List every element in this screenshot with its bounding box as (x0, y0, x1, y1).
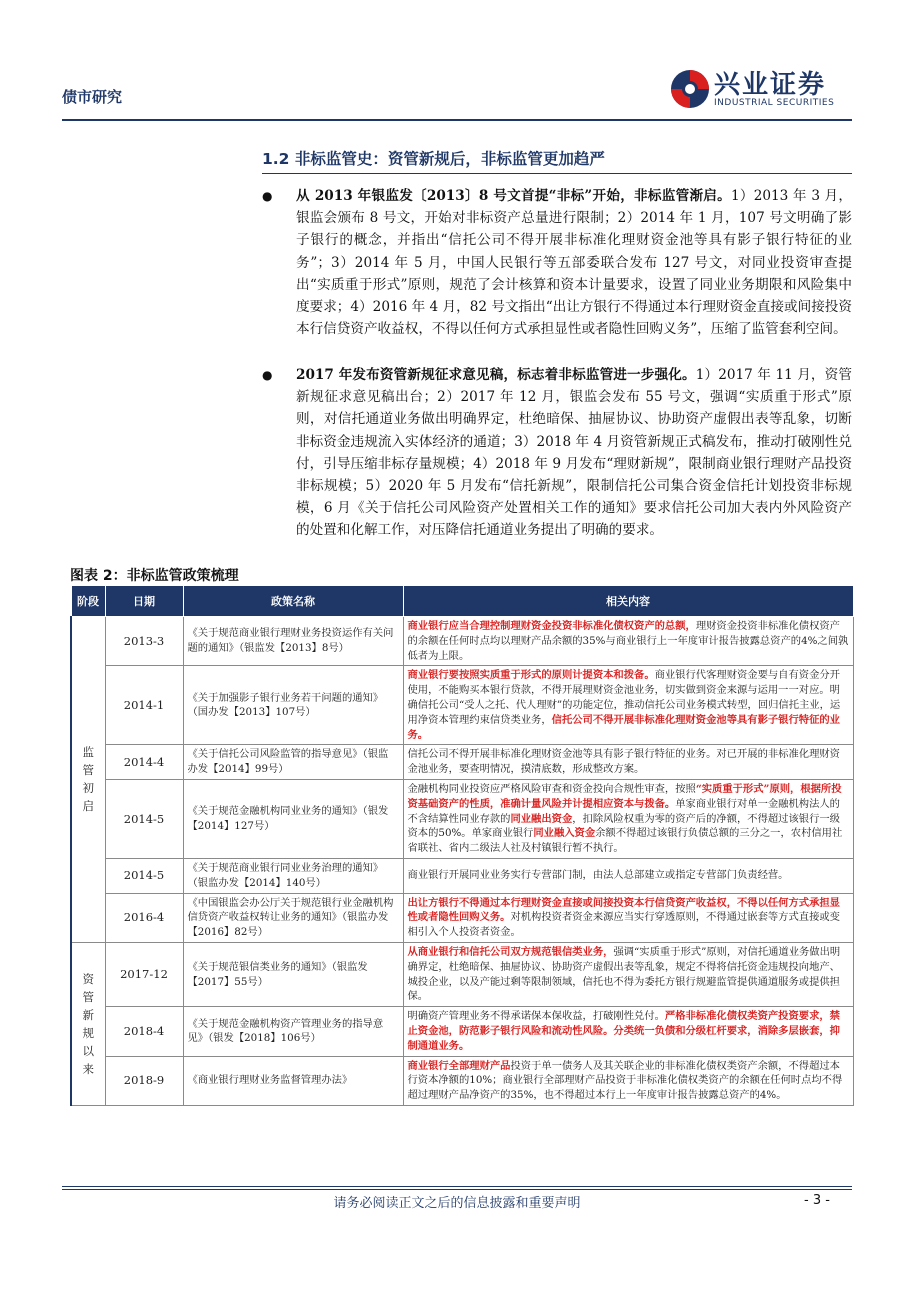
content-cell (403, 893, 853, 942)
content-text: 明确资产管理业务不得承诺保本保收益，打破刚性兑付。 (407, 1010, 665, 1023)
date-cell: 2014-5 (105, 858, 183, 893)
table-header-row (71, 586, 853, 617)
content-text: 信托公司不得开展非标准化理财资金池等具有影子银行特征的业务。对已开展的非标准化理财资金池业务，要查明情况，摸清底数，形成整改方案。 (407, 748, 840, 776)
footer-divider (62, 1186, 852, 1187)
logo-subtitle: INDUSTRIAL SECURITIES (714, 98, 835, 108)
bullet-body: 1）2017 年 11 月，资管新规征求意见稿出台；2）2017 年 12 月，银监会发布 55 号文，强调“实质重于形式”原则，对信托通道业务做出明确界定，杜绝暗保、抽屉协议、协助资产虚假出表等乱象，切断非标资金违规流入实体经济的通道；3）2018 年 4 月资管新规正式稿发布，推动打破刚性兑付，引导压缩非标存量规模；4）2018 年 9 月发布“理财新规”，限制商业银行理财产品投资非标规模；5）2020 年 5 月发布“信托新规”，限制信托公司集合资金信托计划投资非标规模，6 月《关于信托公司风险资产处置相关工作的通知》要求信托公司加大表内外风险资产的处置和化解工作，对压降信托通道业务提出了明确的要求。 (296, 367, 852, 539)
table-row (71, 858, 853, 893)
footer-divider (62, 1189, 852, 1190)
highlight-text: 从商业银行和信托公司双方规范银信类业务， (407, 945, 614, 958)
report-category: 债市研究 (62, 88, 123, 106)
stage-char: 以 (82, 1043, 94, 1058)
highlight-text: 同业融入资金 (533, 827, 596, 840)
content-cell (403, 1056, 853, 1105)
policy-cell: 《关于加强影子银行业务若干问题的通知》（国办发【2013】107号） (183, 666, 403, 745)
stage-char: 启 (82, 799, 94, 814)
content-cell (403, 666, 853, 745)
stage-char: 管 (82, 989, 94, 1004)
content-text: 投资于单一债务人及其关联企业的非标准化债权类资产余额，不得超过本行资本净额的10%；商业银行全部理财产品投资于非标准化债权类资产的余额在任何时点均不得超过理财产品净资产的35%，也不得超过本行上一年度审计报告披露总资产的4%。 (407, 1059, 843, 1102)
content-cell (403, 779, 853, 858)
content-text: 商业银行代客理财资金要与自有资金分开使用，不能购买本银行贷款，不得开展理财资金池业务，切实做到资金来源与运用一一对应。明确信托公司“受人之托、代人理财”的功能定位，推动信托公司业务模式转型，回归信托主业，运用净资本管理约束信贷类业务， (407, 669, 841, 726)
bullet-lead: 从 2013 年银监发〔2013〕8 号文首提“非标”开始，非标监管渐启。 (296, 188, 731, 204)
date-cell: 2018-4 (105, 1007, 183, 1056)
content-text: 理财资金投资非标准化债权资产的余额在任何时点均以理财产品余额的35%与商业银行上一年度审计报告披露总资产的4%之间孰低者为上限。 (407, 620, 849, 662)
policy-cell: 《关于规范银信类业务的通知》（银监发【2017】55号） (183, 942, 403, 1006)
table-row (71, 779, 853, 858)
stage-char: 来 (82, 1061, 94, 1076)
stage-char: 资 (82, 971, 94, 986)
highlight-text: “实质重于形式”原则，根据所投资基础资产的性质，准确计量风险并计提相应资本与拨备。 (407, 782, 842, 810)
highlight-text: 商业银行应当合理控制理财资金投资非标准化债权资产的总额， (407, 620, 696, 632)
content-text: 单家商业银行对单一金融机构法人的不含结算性同业存款的 (407, 797, 840, 825)
policy-cell: 《关于信托公司风险监管的指导意见》（银监办发【2014】99号） (183, 745, 403, 780)
content-text: 强调“实质重于形式”原则，对信托通道业务做出明确界定，杜绝暗保、抽屉协议、协助资产虚假出表等乱象，规定不得将信托资金违规投向地产、城投企业，以及产能过剩等限制领域，信托也不得为委托方银行规避监管提供通道服务或提供担保。 (407, 945, 841, 1003)
header-policy: 政策名称 (183, 586, 403, 617)
content-cell (403, 858, 853, 893)
stage-cell (71, 942, 105, 1105)
policy-cell: 《中国银监会办公厅关于规范银行业金融机构信贷资产收益权转让业务的通知》（银监办发【2016】82号） (183, 893, 403, 942)
bullet-body: 1）2013 年 3 月，银监会颁布 8 号文，开始对非标资产总量进行限制；2）2014 年 1 月，107 号文明确了影子银行的概念，并指出“信托公司不得开展非标准化理财资金池等具有影子银行特征的业务”；3）2014 年 5 月，中国人民银行等五部委联合发布 127 号文，对同业投资审查提出“实质重于形式”原则，规范了会计核算和资本计量要求，设置了同业业务期限和风险集中度要求；4）2016 年 4 月，82 号文指出“出让方银行不得通过本行理财资金直接或间接投资本行信贷资产收益权，不得以任何方式承担显性或者隐性回购义务”，压缩了监管套利空间。 (296, 188, 852, 338)
policy-cell: 《关于规范金融机构同业业务的通知》（银发【2014】127号） (183, 779, 403, 858)
header-stage: 阶段 (71, 586, 105, 617)
highlight-text: 信托公司不得开展非标准化理财资金池等具有影子银行特征的业务。 (407, 713, 840, 741)
content-text: 对机构投资者资金来源应当实行穿透原则，不得通过嵌套等方式直接或变相引入个人投资者资金。 (407, 911, 840, 939)
highlight-text: 商业银行全部理财产品 (407, 1059, 511, 1072)
stage-char: 规 (82, 1025, 94, 1040)
table-row (71, 1056, 853, 1105)
date-cell: 2014-5 (105, 779, 183, 858)
bullet-icon: ● (262, 189, 273, 203)
date-cell: 2016-4 (105, 893, 183, 942)
section-title: 1.2 非标监管史：资管新规后，非标监管更加趋严 (262, 150, 605, 168)
highlight-text: 出让方银行不得通过本行理财资金直接或间接投资本行信贷资产收益权，不得以任何方式承担显性或者隐性回购义务。 (407, 896, 840, 924)
content-cell (403, 617, 853, 666)
policy-cell: 《商业银行理财业务监督管理办法》 (183, 1056, 403, 1105)
highlight-text: 严格非标准化债权类资产投资要求，禁止资金池，防范影子银行风险和流动性风险。分类统一负债和分级杠杆要求，消除多层嵌套，抑制通道业务。 (407, 1010, 840, 1052)
table-row (71, 1007, 853, 1056)
table-row (71, 617, 853, 666)
policy-table (70, 585, 854, 1106)
bullet-paragraph (262, 185, 852, 340)
highlight-text: 商业银行要按照实质重于形式的原则计提资本和拨备。 (407, 669, 655, 682)
content-cell (403, 1007, 853, 1056)
table-row (71, 942, 853, 1006)
content-text: 余额不得超过该银行负债总额的三分之一，农村信用社省联社、省内二级法人社及村镇银行暂不执行。 (407, 827, 843, 855)
policy-table-wrapper (70, 585, 852, 1106)
header-date: 日期 (105, 586, 183, 617)
stage-cell (71, 617, 105, 943)
policy-cell: 《关于规范商业银行理财业务投资运作有关问题的通知》（银监发【2013】8号） (183, 617, 403, 666)
header-divider (62, 119, 852, 121)
footer-disclaimer: 请务必阅读正文之后的信息披露和重要声明 (333, 1196, 581, 1211)
stage-char: 监 (82, 745, 94, 760)
stage-char: 管 (82, 763, 94, 778)
content-cell (403, 745, 853, 780)
content-text: 商业银行开展同业业务实行专营部门制，由法人总部建立或指定专营部门负责经营。 (407, 869, 789, 882)
bullet-lead: 2017 年发布资管新规征求意见稿，标志着非标监管进一步强化。 (296, 367, 696, 383)
table-row (71, 666, 853, 745)
date-cell: 2018-9 (105, 1056, 183, 1105)
page-number: - 3 - (804, 1193, 830, 1208)
stage-char: 初 (82, 781, 94, 796)
figure-title: 图表 2：非标监管政策梳理 (70, 568, 239, 584)
date-cell: 2014-4 (105, 745, 183, 780)
date-cell: 2017-12 (105, 942, 183, 1006)
content-text: ，扣除风险权重为零的资产后的净额，不得超过该银行一级资本的50%。单家商业银行 (407, 812, 840, 840)
date-cell: 2014-1 (105, 666, 183, 745)
highlight-text: 同业融出资金 (510, 812, 573, 825)
policy-cell: 《关于规范金融机构资产管理业务的指导意见》（银发【2018】106号） (183, 1007, 403, 1056)
content-cell (403, 942, 853, 1006)
bullet-paragraph (262, 364, 852, 542)
logo-text: 兴业证券 (714, 70, 827, 100)
content-text: 金融机构同业投资应严格风险审查和资金投向合规性审查，按照 (407, 782, 696, 795)
table-body (71, 617, 853, 1106)
table-row (71, 893, 853, 942)
stage-char: 新 (82, 1007, 94, 1022)
policy-cell: 《关于规范商业银行同业业务治理的通知》（银监办发【2014】140号） (183, 858, 403, 893)
table-row (71, 745, 853, 780)
bullet-icon: ● (262, 368, 273, 382)
date-cell: 2013-3 (105, 617, 183, 666)
section-divider (262, 173, 852, 174)
header-content: 相关内容 (403, 586, 853, 617)
